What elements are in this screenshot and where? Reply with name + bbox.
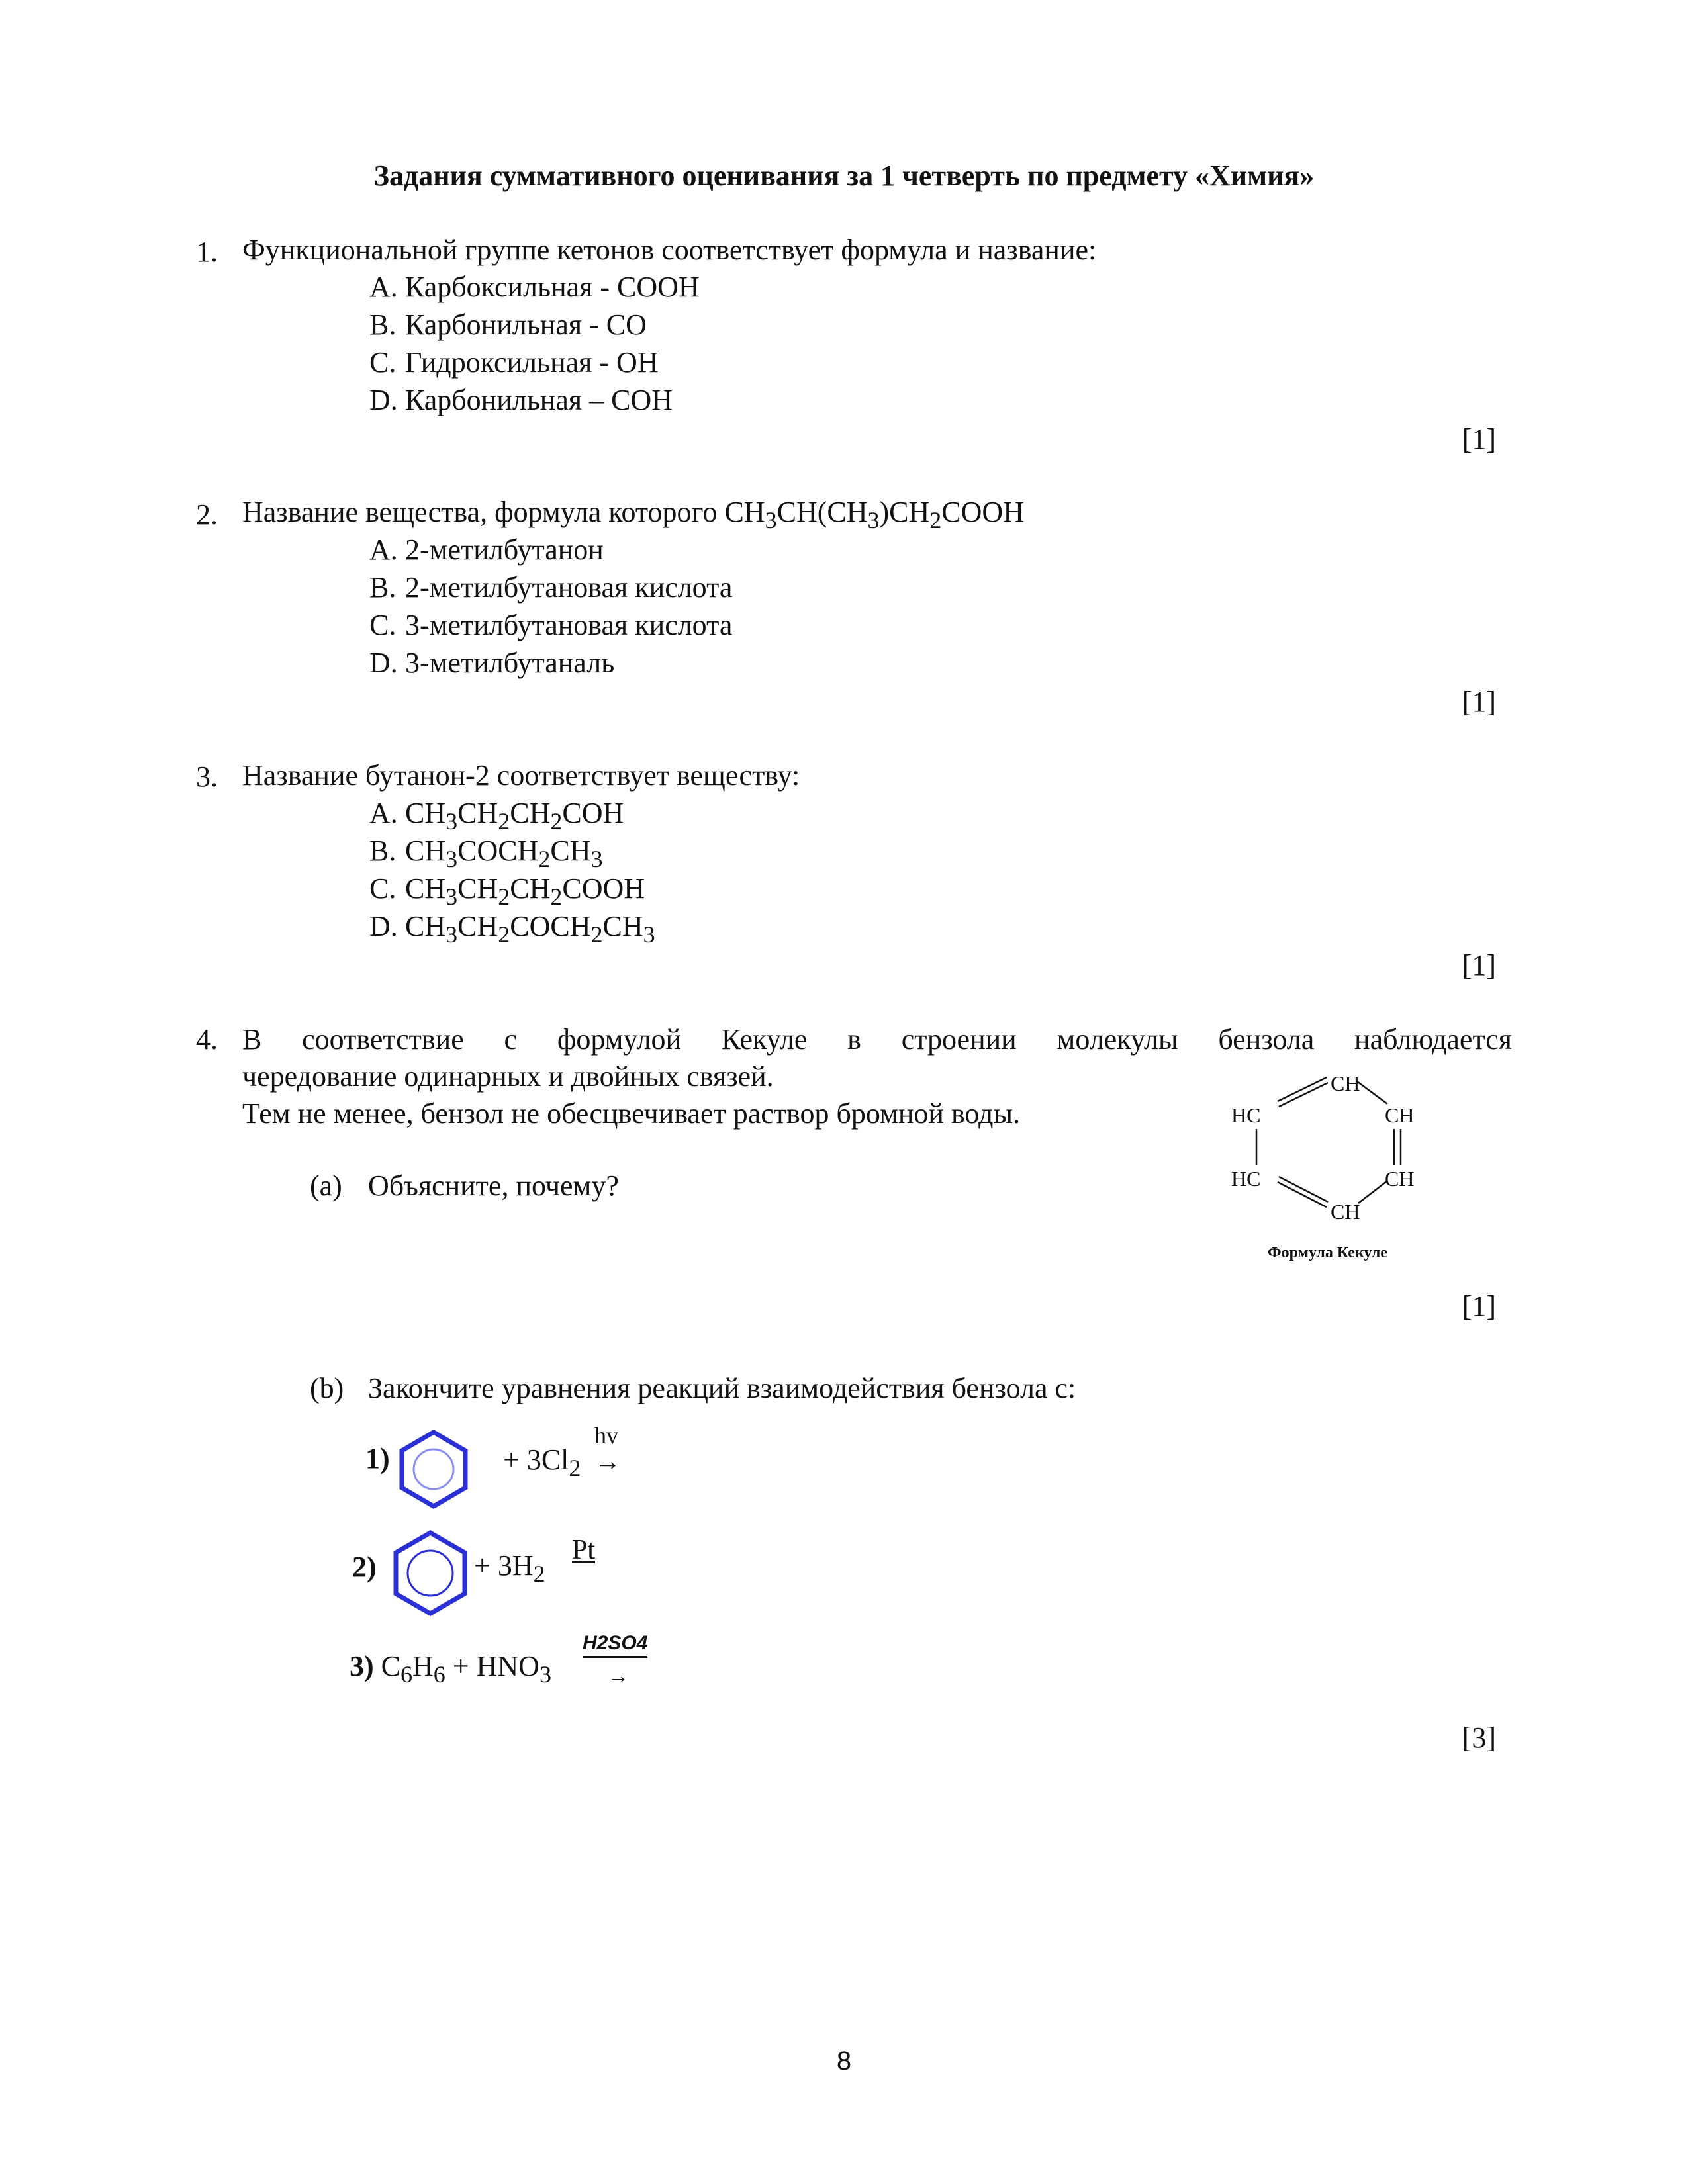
page-title: Задания суммативного оценивания за 1 четверть по предмету «Химия»	[373, 159, 1315, 192]
reaction-1-condition: hv	[594, 1422, 618, 1449]
option-text: 2-метилбутановая кислота	[405, 571, 733, 604]
reaction-1-reagent: + $3Cl_2$	[503, 1443, 581, 1481]
option-letter: A.	[369, 797, 398, 829]
reaction-1-number: 1)	[365, 1442, 390, 1475]
kekule-left-bottom-label: HC	[1231, 1167, 1261, 1191]
reaction-3-condition: H2SO4	[583, 1632, 647, 1658]
option-formula: $CH_3COCH_2CH_3$	[405, 835, 603, 872]
reaction-1-arrow-icon: →	[594, 1446, 621, 1476]
question-1-text: Функциональной группе кетонов соответствует формула и название:	[242, 234, 1097, 266]
option-letter: B.	[369, 571, 397, 604]
question-2-prefix: Название вещества, формула которого	[242, 496, 725, 528]
option-letter: D.	[369, 384, 398, 416]
benzene-ring-icon	[391, 1530, 470, 1616]
option-letter: A.	[369, 271, 398, 303]
question-4-line-2: чередование одинарных и двойных связей.	[242, 1060, 774, 1093]
q1-option-d[interactable]	[369, 383, 673, 417]
kekule-bottom-label: CH	[1331, 1200, 1360, 1224]
reaction-3: 3) $C_6H_6 + HNO_3$	[350, 1650, 551, 1688]
q3-option-d[interactable]	[369, 909, 655, 946]
question-4-number: 4.	[196, 1023, 218, 1056]
q1-option-b[interactable]	[369, 308, 647, 341]
q3-option-a[interactable]	[369, 796, 624, 833]
option-text: 3-метилбутаналь	[405, 647, 615, 679]
reaction-2-reagent: + $3H_2$	[474, 1549, 545, 1587]
q2-option-d[interactable]	[369, 646, 614, 680]
question-2-text	[242, 495, 1024, 532]
option-text: Карбонильная – СОН	[405, 384, 673, 416]
option-text: Гидроксильная - ОН	[405, 346, 659, 379]
q2-option-a[interactable]	[369, 533, 604, 567]
kekule-left-top-label: HC	[1231, 1103, 1261, 1127]
q2-option-b[interactable]	[369, 570, 732, 604]
q4b-mark: [3]	[1462, 1721, 1496, 1754]
option-formula: $CH_3CH_2CH_2COOH$	[405, 872, 645, 910]
q4b-text: Закончите уравнения реакций взаимодействия бензола с:	[368, 1372, 1076, 1404]
question-3-number: 3.	[196, 760, 218, 793]
question-3-text: Название бутанон-2 соответствует веществу:	[242, 759, 800, 792]
q2-formula: $CH_3CH(CH_3)CH_2COOH$	[724, 496, 1024, 533]
kekule-right-top-label: CH	[1385, 1103, 1415, 1127]
kekule-top-label: CH	[1331, 1071, 1360, 1095]
option-letter: C.	[369, 609, 397, 641]
q1-option-c[interactable]	[369, 345, 659, 379]
option-formula: $CH_3CH_2COCH_2CH_3$	[405, 910, 655, 948]
q3-option-b[interactable]	[369, 834, 603, 871]
reaction-3-arrow-icon: →	[608, 1664, 629, 1688]
q4a-label: (a)	[310, 1169, 342, 1202]
benzene-ring-icon	[397, 1430, 470, 1509]
q2-option-c[interactable]	[369, 608, 732, 642]
option-letter: C.	[369, 346, 397, 379]
kekule-caption: Формула Кекуле	[1268, 1244, 1387, 1261]
option-formula: $CH_3CH_2CH_2COH$	[405, 797, 624, 835]
question-2-number: 2.	[196, 498, 218, 531]
option-text: Карбонильная - СО	[405, 308, 647, 341]
q4a-text: Объясните, почему?	[368, 1169, 619, 1202]
reaction-2-condition: Pt	[572, 1535, 596, 1565]
q4a-mark: [1]	[1462, 1290, 1496, 1322]
kekule-bonds	[1256, 1077, 1401, 1207]
option-letter: A.	[369, 533, 398, 566]
reaction-2-number: 2)	[352, 1551, 377, 1583]
page-number: 8	[836, 2046, 852, 2075]
option-letter: D.	[369, 647, 398, 679]
question-1-number: 1.	[196, 236, 218, 268]
option-text: 3-метилбутановая кислота	[405, 609, 733, 641]
option-letter: B.	[369, 835, 397, 867]
option-letter: C.	[369, 872, 397, 905]
question-4-line-1: В соответствие с формулой Кекуле в строении молекулы бензола наблюдается	[242, 1023, 1512, 1056]
option-letter: B.	[369, 308, 397, 341]
kekule-formula	[1231, 1066, 1443, 1264]
question-4-line-3: Тем не менее, бензол не обесцвечивает раствор бромной воды.	[242, 1097, 1021, 1130]
option-text: Карбоксильная - СООН	[405, 271, 700, 303]
q3-mark: [1]	[1462, 949, 1496, 981]
kekule-right-bottom-label: CH	[1385, 1167, 1415, 1191]
q1-option-a[interactable]	[369, 270, 700, 304]
option-letter: D.	[369, 910, 398, 942]
q4b-label: (b)	[310, 1372, 344, 1404]
q2-mark: [1]	[1462, 686, 1496, 718]
option-text: 2-метилбутанон	[405, 533, 604, 566]
q1-mark: [1]	[1462, 423, 1496, 455]
q3-option-c[interactable]	[369, 872, 645, 909]
